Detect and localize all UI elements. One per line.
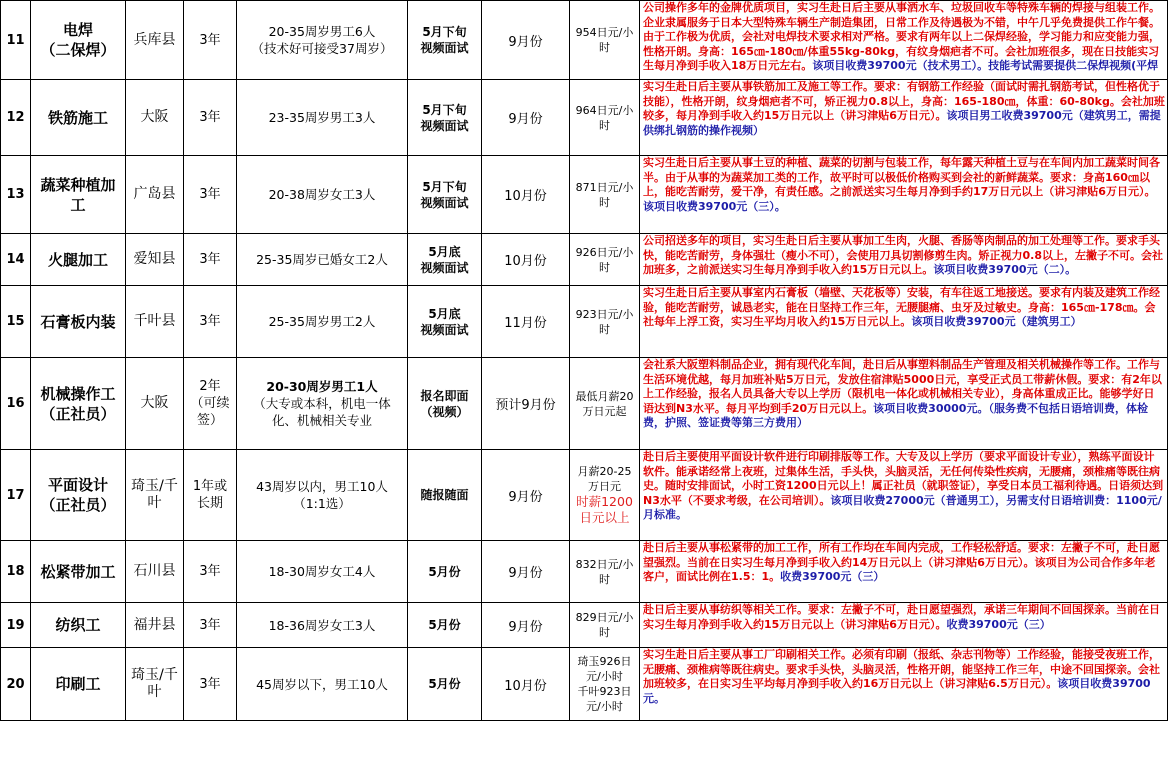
work-area	[126, 450, 184, 541]
salary-line: 时	[599, 260, 610, 274]
table-row	[1, 358, 1168, 450]
interview-time-line: 5月底	[428, 244, 461, 259]
recruit-requirement	[237, 1, 408, 80]
contract-term	[184, 541, 237, 603]
job-title-line: （二保焊）	[40, 41, 116, 59]
work-area	[126, 156, 184, 234]
row-number: 18	[1, 541, 31, 603]
departure-time: 9月份	[482, 603, 570, 648]
job-title-line: 铁筋施工	[47, 108, 108, 127]
job-title	[31, 156, 126, 234]
table-row	[1, 541, 1168, 603]
salary-line: 832日元/小	[575, 557, 634, 571]
job-description	[640, 450, 1168, 541]
fee-note: 该项目收费30000元。（服务费不包括日语培训费，体检费，护照、签证费等第三方费用）	[643, 401, 1148, 430]
job-title-line: 火腿加工	[47, 250, 108, 269]
contract-term	[184, 603, 237, 648]
recruit-requirement-line: 20-38周岁女工3人	[268, 187, 376, 202]
interview-time-line: 5月份	[428, 677, 461, 691]
row-number: 12	[1, 80, 31, 156]
job-title	[31, 648, 126, 721]
salary-line: 万日元起	[582, 404, 627, 418]
fee-note: 该项目收费39700元（三）。	[643, 199, 786, 213]
work-area	[126, 603, 184, 648]
contract-term-line: 长期	[196, 496, 223, 511]
job-title	[31, 541, 126, 603]
table-row	[1, 286, 1168, 358]
row-number: 16	[1, 358, 31, 450]
interview-time-line: 5月份	[428, 564, 461, 579]
job-title	[31, 358, 126, 450]
salary-line: 时	[599, 41, 610, 54]
job-description-text	[643, 541, 1165, 585]
salary-line: 时	[599, 195, 610, 209]
recruit-requirement	[237, 541, 408, 603]
work-area-line: 千叶县	[133, 313, 176, 329]
recruit-requirement	[237, 80, 408, 156]
salary-line: 月薪20-25	[577, 465, 632, 478]
work-area	[126, 286, 184, 358]
recruit-requirement	[237, 156, 408, 234]
description-detail: 公司招送多年的项目，实习生赴日后主要从事加工生肉，火腿、香肠等肉制品的加工处理等工作。要求手头快，能吃苦耐劳，身体强壮（瘦小不可），会使用刀具切割修剪生肉。矫正视力0.8以上，左撇子不可。会社加班多，之前派送实习生每月净到手收入约15万日元以上。	[643, 234, 1163, 277]
work-area	[126, 80, 184, 156]
job-description	[640, 648, 1168, 721]
salary	[570, 156, 640, 234]
recruit-requirement-line: （技术好可接受37周岁）	[251, 41, 393, 56]
contract-term	[184, 450, 237, 541]
recruit-requirement-line: 20-30周岁男工1人	[266, 379, 378, 394]
recruit-requirement	[237, 358, 408, 450]
row-number: 19	[1, 603, 31, 648]
salary	[570, 234, 640, 286]
contract-term-line: 3年	[199, 187, 221, 202]
job-description	[640, 80, 1168, 156]
interview-time	[408, 648, 482, 721]
recruit-requirement	[237, 648, 408, 721]
row-number: 13	[1, 156, 31, 234]
recruit-requirement-line: （大专或本科，机电一体	[253, 396, 391, 411]
job-title	[31, 234, 126, 286]
interview-time-line: （视频）	[420, 404, 469, 419]
contract-term	[184, 648, 237, 721]
job-title	[31, 1, 126, 80]
job-description-text	[643, 156, 1165, 214]
job-description	[640, 286, 1168, 358]
recruit-requirement-line: 18-36周岁女工3人	[268, 617, 376, 633]
interview-time-line: 随报随面	[420, 488, 469, 502]
interview-time	[408, 80, 482, 156]
salary	[570, 648, 640, 721]
job-title	[31, 286, 126, 358]
interview-time-line: 视频面试	[420, 118, 469, 133]
work-area-line: 福井县	[133, 616, 176, 633]
job-description-text	[643, 234, 1165, 278]
recruit-requirement-line: 23-35周岁男工3人	[268, 110, 376, 125]
salary-line: 千叶923日	[577, 685, 632, 698]
description-detail: 赴日后主要使用平面设计软件进行印刷排版等工作。大专及以上学历（要求平面设计专业），熟练平面设计软件。能承诺经常上夜班，过集体生活，手头快，头脑灵活，无任何传染性疾病，无腰痛，颈椎痛等既往病史。随时安排面试，小时工资1200日元以上！属正社员（就职签证），享受日本员工福利待遇。日语须达到N3水平（不要求考级，在公司培训）。	[643, 450, 1164, 507]
table-row	[1, 234, 1168, 286]
job-description	[640, 541, 1168, 603]
job-title	[31, 603, 126, 648]
contract-term-line: 签）	[196, 413, 223, 428]
job-description	[640, 1, 1168, 80]
work-area-line: 琦玉/千	[131, 478, 178, 494]
description-detail: 实习生赴日后主要从事铁筋加工及施工等工作。要求：有钢筋工作经验（面试时需扎钢筋考试，但性格优于技能），性格开朗，纹身烟疤者不可，矫正视力0.8以上，身高：165-180㎝，体重：60-80kg。会社加班较多，每月净到手收入约15万日元以上（讲习津贴6万日元）。	[643, 80, 1165, 123]
salary-line: 琦玉926日	[577, 655, 632, 668]
salary-line: 时	[599, 626, 610, 639]
interview-time	[408, 1, 482, 80]
contract-term-line: 3年	[199, 676, 221, 692]
interview-time	[408, 156, 482, 234]
contract-term	[184, 286, 237, 358]
row-number: 15	[1, 286, 31, 358]
salary	[570, 80, 640, 156]
salary-line: 871日元/小	[575, 180, 634, 194]
departure-time: 9月份	[482, 450, 570, 541]
salary-line: 元/小时	[586, 700, 623, 713]
salary-line: 829日元/小	[575, 611, 634, 624]
row-number: 11	[1, 1, 31, 80]
fee-note: 该项目收费39700元（技术男工）。技能考试需要提供二保焊视频(平焊	[812, 59, 1159, 73]
contract-term	[184, 234, 237, 286]
interview-time	[408, 541, 482, 603]
row-number: 20	[1, 648, 31, 721]
interview-time	[408, 234, 482, 286]
contract-term	[184, 358, 237, 450]
departure-time: 11月份	[482, 286, 570, 358]
work-area-line: 爱知县	[133, 251, 176, 267]
work-area-line: 大阪	[140, 109, 169, 125]
salary	[570, 541, 640, 603]
row-number: 14	[1, 234, 31, 286]
salary-line: 926日元/小	[575, 245, 634, 259]
job-description	[640, 603, 1168, 648]
description-detail: 公司操作多年的金牌优质项目，实习生赴日后主要从事洒水车、垃圾回收车等特殊车辆的焊接与组装工作。企业隶属服务于日本大型特殊车辆生产制造集团，日常工作及待遇极为不错，中午几乎免费提供工作午餐。由于工作极为优质，会社对电焊技术要求相对严格。要求有两年以上二保焊经验，学习能力和应变能力强，性格开朗。身高：165㎝-180㎝/体重55kg-80kg，有纹身烟疤者不可。会社加班很多，现在日技能实习生每月净到手收入18万日元左右。	[643, 1, 1160, 73]
contract-term-line: 3年	[199, 564, 221, 579]
work-area	[126, 1, 184, 80]
salary-line: 时	[599, 572, 610, 586]
job-title-line: 蔬菜种植加	[40, 175, 116, 194]
recruit-requirement	[237, 286, 408, 358]
departure-time: 9月份	[482, 541, 570, 603]
departure-time: 10月份	[482, 234, 570, 286]
interview-time-line: 5月下旬	[422, 179, 467, 194]
fee-note: 该项目收费39700元。	[643, 677, 1151, 705]
job-description-text	[643, 358, 1165, 431]
interview-time	[408, 286, 482, 358]
description-detail: 会社系大阪塑料制品企业，拥有现代化车间，赴日后从事塑料制品生产管理及相关机械操作等工作。工作与生活环境优越，每月加班补贴5万日元，发放住宿津贴5000日元，享受正式员工带薪休假。要求：有2年以上工作经验，报名人员具备大专以上学历（限机电一体化或机械相关专业），身高体重成正比。能够学好日语达到N3水平。每月平均到手20万日元以上。	[643, 358, 1162, 415]
table-row	[1, 1, 1168, 80]
job-title-line: 平面设计	[47, 476, 108, 494]
departure-time: 10月份	[482, 648, 570, 721]
fee-note: 该项目男工收费39700元（建筑男工，需提供绑扎钢筋的操作视频）	[643, 109, 1161, 137]
work-area	[126, 358, 184, 450]
contract-term-line: 3年	[199, 617, 221, 633]
job-title	[31, 450, 126, 541]
job-description-text	[643, 450, 1165, 523]
job-title-line: 印刷工	[55, 675, 101, 693]
recruit-requirement-line: 25-35周岁已婚女工2人	[256, 252, 388, 267]
contract-term	[184, 1, 237, 80]
job-title-line: 电焊	[62, 21, 93, 39]
interview-time-line: 5月下旬	[422, 25, 467, 39]
salary-hourly-line: 时薪1200	[576, 494, 633, 509]
job-description-text	[643, 1, 1165, 74]
departure-time: 10月份	[482, 156, 570, 234]
recruit-requirement-line: 45周岁以下，男工10人	[256, 676, 388, 692]
recruit-requirement	[237, 450, 408, 541]
recruit-requirement-line: 20-35周岁男工6人	[268, 24, 376, 39]
salary	[570, 603, 640, 648]
job-description	[640, 234, 1168, 286]
salary-line: 时	[599, 118, 610, 132]
interview-time-line: 视频面试	[420, 260, 469, 275]
job-title-line: （正社员）	[40, 496, 116, 514]
job-title	[31, 80, 126, 156]
fee-note: 该项目收费27000元（普通男工），另需支付日语培训费：1100元/月标准。	[643, 493, 1162, 522]
interview-time-line: 报名即面	[420, 388, 469, 403]
recruit-requirement	[237, 234, 408, 286]
interview-time-line: 5月下旬	[422, 102, 467, 117]
contract-term-line: 3年	[199, 110, 221, 125]
work-area	[126, 234, 184, 286]
salary-line: 最低月薪20	[575, 389, 634, 403]
interview-time-line: 视频面试	[420, 41, 469, 55]
job-title-line: 工	[70, 195, 86, 214]
job-description	[640, 358, 1168, 450]
job-title-line: 机械操作工	[40, 384, 116, 403]
interview-time-line: 5月底	[428, 306, 461, 321]
work-area-line: 石川县	[133, 563, 176, 579]
salary	[570, 1, 640, 80]
recruit-requirement	[237, 603, 408, 648]
job-description	[640, 156, 1168, 234]
contract-term	[184, 80, 237, 156]
salary-line: 元/小时	[586, 670, 623, 683]
recruit-requirement-line: 18-30周岁女工4人	[268, 564, 376, 579]
description-detail: 实习生赴日后主要从事工厂印刷相关工作。必须有印刷（报纸、杂志刊物等）工作经验，能接受夜班工作，无腰痛、颈椎病等既往病史。要求手头快，头脑灵活，性格开朗，能坚持工作三年，中途不回国探亲。会社加班较多，在日实习生平均每月净到手收入约16万日元以上（讲习津贴6.5万日元）。	[643, 648, 1160, 691]
salary-line: 964日元/小	[575, 103, 634, 117]
interview-time	[408, 450, 482, 541]
recruit-requirement-line: （1:1选）	[293, 496, 351, 511]
description-detail: 实习生赴日后主要从事土豆的种植、蔬菜的切割与包装工作，每年露天种植土豆与在车间内加工蔬菜时间各半。由于从事的为蔬菜加工类的工作，故平时可以极低价格购买到会社的新鲜蔬菜。要求：身高160㎝以上，能吃苦耐劳，爱干净，有责任感。之前派送实习生每月净到手约17万日元以上（讲习津贴6万日元）。	[643, 156, 1160, 199]
job-title-line: 石膏板内装	[40, 312, 116, 331]
table-row	[1, 156, 1168, 234]
table-row	[1, 648, 1168, 721]
table-row	[1, 603, 1168, 648]
salary-line: 954日元/小	[575, 26, 634, 39]
interview-time	[408, 603, 482, 648]
job-title-line: 纺织工	[55, 616, 101, 634]
recruit-requirement-line: 43周岁以内，男工10人	[256, 479, 388, 494]
fee-note: 收费39700元（三）	[780, 570, 885, 584]
work-area-line: 叶	[147, 684, 162, 700]
recruit-requirement-line: 25-35周岁男工2人	[268, 314, 376, 329]
salary-hourly-line: 日元以上	[579, 510, 630, 525]
job-description-text	[643, 80, 1165, 138]
description-detail: 赴日后主要从事松紧带的加工工作，所有工作均在车间内完成，工作轻松舒适。要求：左撇子不可，赴日愿望强烈。当前在日实习生每月净到手收入约14万日元以上（讲习津贴6万日元）。该项目为公司合作多年老客户，面试比例在1.5：1。	[643, 541, 1160, 584]
salary	[570, 358, 640, 450]
contract-term-line: 2年	[199, 379, 221, 394]
work-area	[126, 541, 184, 603]
contract-term-line: 1年或	[192, 479, 228, 494]
work-area-line: 叶	[147, 495, 162, 511]
departure-time: 9月份	[482, 80, 570, 156]
salary	[570, 286, 640, 358]
departure-time: 9月份	[482, 1, 570, 80]
row-number: 17	[1, 450, 31, 541]
work-area-line: 广岛县	[133, 186, 176, 202]
table-body	[1, 1, 1168, 721]
description-detail: 实习生赴日后主要从事室内石膏板（墙壁、天花板等）安装，有车往返工地接送。要求有内装及建筑工作经验，能吃苦耐劳，诚恳老实，能在日坚持工作三年，无腰腿痛、虫牙及过敏史。身高：165㎝-178㎝。会社每年上浮工资，实习生平均月收入约15万日元以上。	[643, 286, 1160, 329]
salary	[570, 450, 640, 541]
work-area-line: 琦玉/千	[131, 667, 178, 683]
interview-time	[408, 358, 482, 450]
job-title-line: （正社员）	[40, 404, 116, 423]
interview-time-line: 视频面试	[420, 195, 469, 210]
work-area-line: 大阪	[140, 395, 169, 411]
fee-note: 该项目收费39700元（建筑男工）	[911, 315, 1082, 329]
recruit-requirement-line: 化、机械相关专业	[271, 413, 372, 428]
departure-time: 预计9月份	[482, 358, 570, 450]
table-row	[1, 450, 1168, 541]
interview-time-line: 视频面试	[420, 322, 469, 337]
fee-note: 该项目收费39700元（二）。	[933, 263, 1077, 277]
job-description-text	[643, 286, 1165, 330]
contract-term-line: （可续	[190, 396, 230, 411]
fee-note: 收费39700元（三）	[946, 617, 1051, 631]
job-description-text	[643, 648, 1165, 706]
work-area	[126, 648, 184, 721]
job-title-line: 松紧带加工	[40, 562, 116, 581]
contract-term	[184, 156, 237, 234]
contract-term-line: 3年	[199, 252, 221, 267]
salary-line: 万日元	[588, 480, 621, 493]
salary-line: 923日元/小	[575, 307, 634, 321]
interview-time-line: 5月份	[428, 618, 461, 632]
salary-line: 时	[599, 322, 610, 336]
description-detail: 赴日后主要从事纺织等相关工作。要求：左撇子不可，赴日愿望强烈，承诺三年期间不回国探亲。当前在日实习生每月净到手收入约15万日元以上（讲习津贴6万日元）。	[643, 603, 1160, 631]
contract-term-line: 3年	[199, 32, 221, 48]
work-area-line: 兵库县	[133, 31, 176, 48]
contract-term-line: 3年	[199, 314, 221, 329]
table-row	[1, 80, 1168, 156]
job-description-text	[643, 603, 1165, 632]
